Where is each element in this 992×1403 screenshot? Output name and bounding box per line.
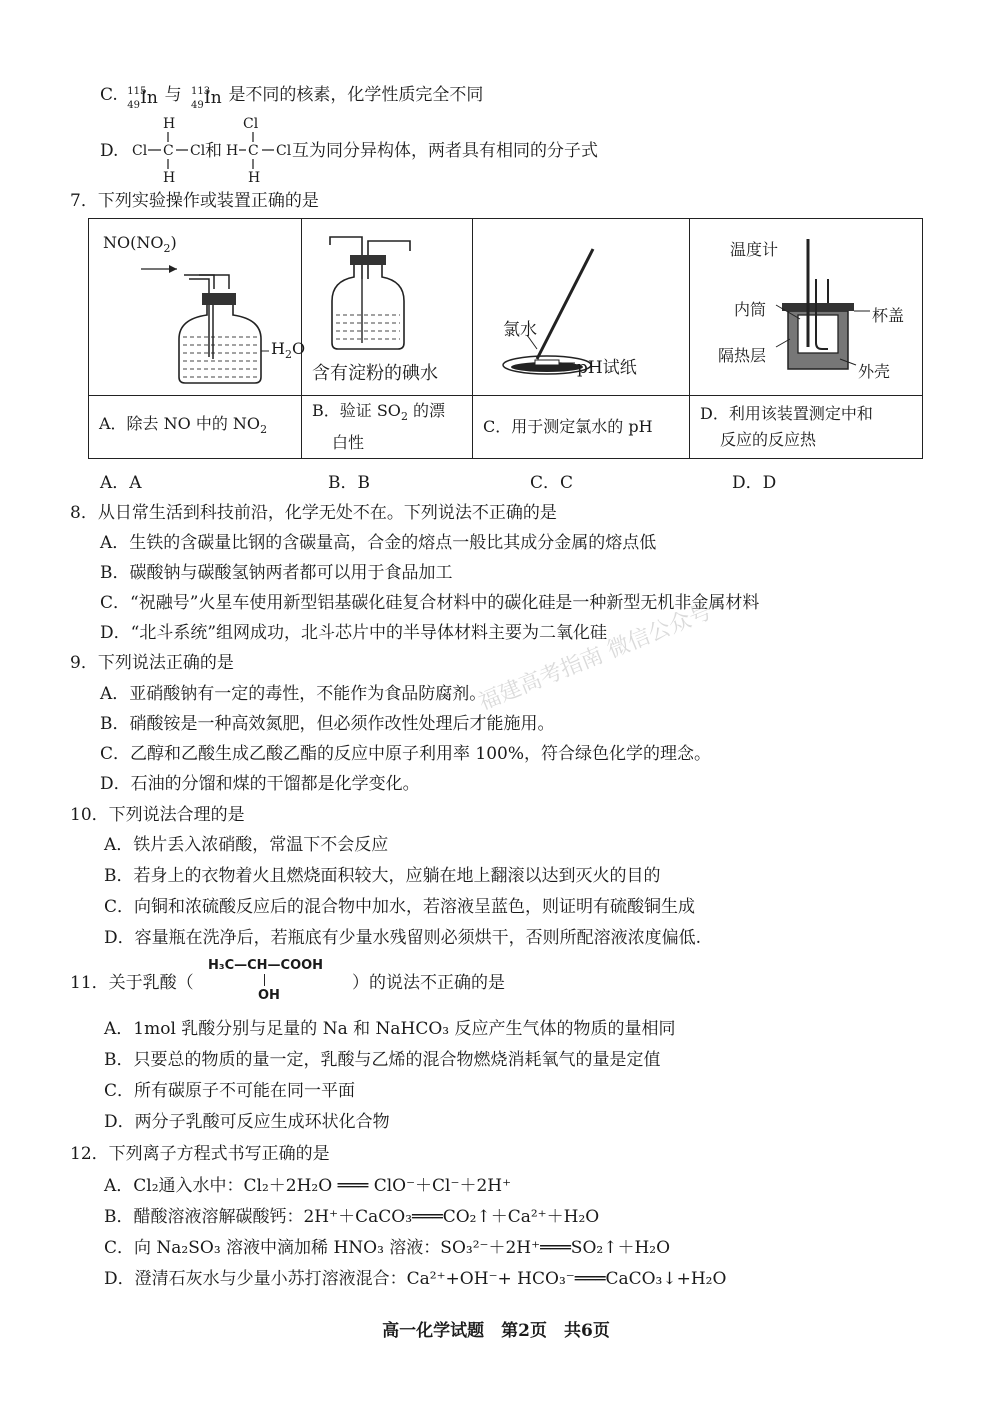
q11-option-d: D．两分子乳酸可反应生成环状化合物: [104, 1112, 390, 1132]
lactic-acid-structure: H₃C—CH—COOH OH: [208, 958, 324, 1003]
thermometer-label: 温度计: [730, 240, 779, 259]
q8-option-c: C．“祝融号”火星车使用新型铝基碳化硅复合材料中的碳化硅是一种新型无机非金属材料: [100, 593, 760, 613]
svg-text:Cl: Cl: [190, 143, 206, 159]
q7-cell-a-picture: [89, 219, 306, 396]
svg-text:H: H: [226, 143, 239, 159]
q7-answer-d: D．D: [732, 473, 777, 493]
isotope-in-115: 115 49 In: [127, 85, 158, 111]
q6-option-d-and: 和: [205, 141, 222, 161]
q11-stem-start: 11．关于乳酸（: [70, 973, 194, 993]
q8-stem: 8．从日常生活到科技前沿，化学无处不在。下列说法不正确的是: [70, 503, 557, 523]
gas-label: $NO(NO_2)$: [103, 233, 177, 256]
insulation-label: 隔热层: [718, 346, 767, 365]
svg-text:Cl: Cl: [132, 143, 148, 159]
q8-option-b: B．碳酸钠与碳酸氢钠两者都可以用于食品加工: [100, 563, 453, 583]
watermark: 福建高考指南 微信公众号: [475, 599, 716, 716]
q12-option-c: C．向 Na₂SO₃ 溶液中滴加稀 HNO₃ 溶液：SO₃²⁻＋2H⁺═══SO₂↑＋H₂O: [104, 1238, 671, 1258]
q12-stem: 12．下列离子方程式书写正确的是: [70, 1144, 330, 1164]
q10-option-b: B．若身上的衣物着火且燃烧面积较大，应躺在地上翻滚以达到灭火的目的: [104, 866, 661, 886]
q12-option-d: D．澄清石灰水与少量小苏打溶液混合：Ca²⁺+OH⁻+ HCO₃⁻═══CaCO₃↓+H₂O: [104, 1269, 727, 1289]
svg-text:H: H: [248, 170, 261, 184]
q9-option-d: D．石油的分馏和煤的干馏都是化学变化。: [100, 774, 420, 794]
q7-cell-c-picture: [473, 219, 690, 396]
q7-cell-b-picture: [302, 219, 473, 396]
svg-text:Cl: Cl: [276, 143, 292, 159]
svg-text:H: H: [163, 116, 176, 132]
q12-option-a: A．Cl₂通入水中：Cl₂＋2H₂O ═══ ClO⁻＋Cl⁻＋2H⁺: [104, 1176, 512, 1196]
q8-option-d: D．“北斗系统”组网成功，北斗芯片中的半导体材料主要为二氧化硅: [100, 623, 608, 643]
q9-option-b: B．硝酸铵是一种高效氮肥，但必须作改性处理后才能施用。: [100, 714, 555, 734]
page-footer: 高一化学试题 第2页 共6页: [382, 1321, 610, 1341]
q11-stem-end: ）的说法不正确的是: [352, 973, 505, 993]
q7-answer-b: B．B: [328, 473, 370, 493]
inner-cylinder-label: 内筒: [734, 300, 767, 319]
q10-option-d: D．容量瓶在洗净后，若瓶底有少量水残留则必须烘干，否则所配溶液浓度偏低.: [104, 928, 702, 948]
q7-caption-b: B．验证 $SO_2$ 的漂 白性: [302, 396, 473, 459]
q9-stem: 9．下列说法正确的是: [70, 653, 234, 673]
q6-option-d-text: 互为同分异构体，两者具有相同的分子式: [292, 141, 598, 161]
chlorine-water-label: 氯水: [503, 320, 537, 340]
q8-option-a: A．生铁的含碳量比钢的含碳量高，合金的熔点一般比其成分金属的熔点低: [100, 533, 657, 553]
q9-option-c: C．乙醇和乙酸生成乙酸乙酯的反应中原子利用率 100%，符合绿色化学的理念。: [100, 744, 712, 764]
q7-answer-a: A．A: [100, 473, 142, 493]
water-label: $H_2O$: [271, 339, 306, 362]
q6-option-d-label: D.: [100, 141, 119, 161]
q9-option-a: A．亚硝酸钠有一定的毒性，不能作为食品防腐剂。: [100, 684, 487, 704]
svg-text:C: C: [248, 143, 259, 159]
q12-option-b: B．醋酸溶液溶解碳酸钙：2H⁺＋CaCO₃═══CO₂↑＋Ca²⁺＋H₂O: [104, 1207, 600, 1227]
q7-apparatus-table: [88, 218, 923, 459]
q11-option-a: A．1mol 乳酸分别与足量的 Na 和 NaHCO₃ 反应产生气体的物质的量相同: [104, 1019, 676, 1039]
q7-caption-a: A．除去 NO 中的 $NO_2$: [89, 396, 302, 459]
svg-text:C: C: [163, 143, 174, 159]
q7-answer-c: C．C: [530, 473, 574, 493]
q11-option-b: B．只要总的物质的量一定，乳酸与乙烯的混合物燃烧消耗氧气的量是定值: [104, 1050, 661, 1070]
isotope-in-113: 113 49 In: [191, 85, 222, 111]
q7-caption-d: D．利用该装置测定中和 反应的反应热: [690, 396, 923, 459]
q7-caption-c: C．用于测定氯水的 pH: [473, 396, 690, 459]
q10-option-c: C．向铜和浓硫酸反应后的混合物中加水，若溶液呈蓝色，则证明有硫酸铜生成: [104, 897, 696, 917]
q6-option-c: C. 115 49 In 与 113 49 In 是不同的核素，化学性质完全不同: [100, 85, 484, 111]
iodine-water-label: 含有淀粉的碘水: [312, 363, 438, 384]
q7-stem: 7．下列实验操作或装置正确的是: [70, 191, 319, 211]
svg-text:Cl: Cl: [243, 116, 259, 132]
q11-option-c: C．所有碳原子不可能在同一平面: [104, 1081, 356, 1101]
lid-label: 杯盖: [872, 306, 905, 325]
q7-cell-d-picture: [690, 219, 923, 396]
svg-text:H: H: [163, 170, 176, 184]
shell-label: 外壳: [858, 362, 891, 381]
q10-option-a: A．铁片丢入浓硝酸，常温下不会反应: [104, 835, 389, 855]
q10-stem: 10．下列说法合理的是: [70, 805, 245, 825]
ph-paper-label: pH试纸: [577, 358, 637, 378]
